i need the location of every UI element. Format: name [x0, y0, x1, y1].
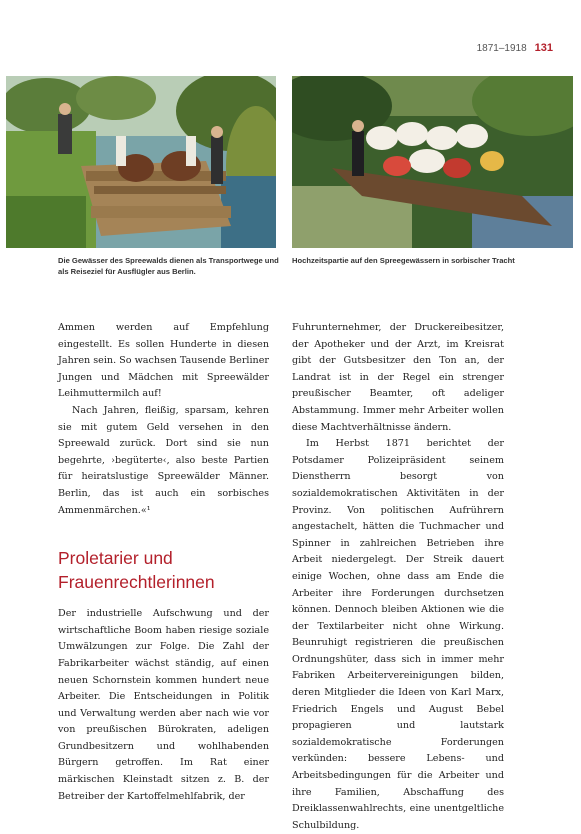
- left-text-column: [58, 320, 269, 805]
- page-number: 131: [534, 42, 553, 54]
- paragraph: Der industrielle Aufschwung und der wirtschaftliche Boom haben riesige soziale Umwälzungen zur Folge. Die Zahl der Fabrikarbeiter wächst ständig, auf einen neuen Schornstein kommen hundert neue Arbeiter. Die Entscheidungen in Politik und Verwaltung werden aber nach wie vor von preußischen Bürokraten, adeligen Grundbesitzern und wohlhabenden Bürgern getroffen. Im Rat einer märkischen Kleinstadt sitzen z. B. der Betreiber der Kartoffelmehlfabrik, der: [58, 608, 269, 802]
- paragraph: Nach Jahren, fleißig, sparsam, kehren sie mit gutem Geld versehen in den Spreewald zurück. Dort sind sie nun begehrte, ›begüterte‹, also beste Partien für heiratslustige Spreewälder Männer. Berlin, das ist auch ein sorbisches Ammenmärchen.«¹: [58, 404, 269, 516]
- section-heading: [58, 546, 269, 594]
- photo-wedding-party: [292, 76, 573, 248]
- section-heading-line: Frauenrechtlerinnen: [58, 572, 215, 593]
- caption-left-photo: Die Gewässer des Spreewalds dienen als Transportwege und als Reiseziel für Ausflügler aus Berlin.: [58, 256, 279, 276]
- right-text-column: [292, 320, 504, 834]
- photo-spreewald-barge: [6, 76, 276, 248]
- paragraph: Im Herbst 1871 berichtet der Potsdamer Polizeipräsident seinem Dienstherrn besorgt von sozialdemokratischen Aktivitäten in der Provinz. Von politischen Aufrührern angestachelt, hätten die Tuchmacher und Spinner in zahlreichen Betrieben ihre Arbeit niedergelegt. Der Streik dauert einige Wochen, ohne dass am Ende die Arbeiter ihre Forderungen durchsetzen können. Dennoch bleiben Aktionen wie die der Textilarbeiter nicht ohne Wirkung. Beunruhigt registrieren die preußischen Ordnungshüter, dass sich in immer mehr Fabriken Arbeitervereinigungen bilden, deren Mitglieder die Ideen von Karl Marx, Friedrich Engels und August Bebel propagieren und lautstark sozialdemokratische Forderungen verkünden: bessere Lebens- und Arbeitsbedingungen für die Arbeiter und ihre Familien, Abschaffung des Dreiklassenwahlrechts, eine unentgeltliche Schulbildung.: [292, 438, 504, 831]
- caption-right-photo: Hochzeitspartie auf den Spreegewässern in sorbischer Tracht: [292, 256, 515, 265]
- paragraph: Ammen werden auf Empfehlung eingestellt. Es sollen Hunderte in diesen Jahren sein. So wachsen Tausende Berliner Jungen und Mädchen mit Spreewälder Leihmuttermilch auf!: [58, 322, 269, 400]
- paragraph: Fuhrunternehmer, der Druckereibesitzer, der Apotheker und der Arzt, im Kreisrat gibt der Gutsbesitzer den Ton an, der Landrat ist in der Regel ein strenger preußischer Beamter, oft adeliger Abstammung. Immer mehr Arbeiter wollen diese Machtverhältnisse ändern.: [292, 322, 504, 433]
- header-year-range: 1871–1918: [476, 43, 527, 54]
- section-heading-line: Proletarier und: [58, 548, 173, 569]
- running-header: [477, 42, 553, 54]
